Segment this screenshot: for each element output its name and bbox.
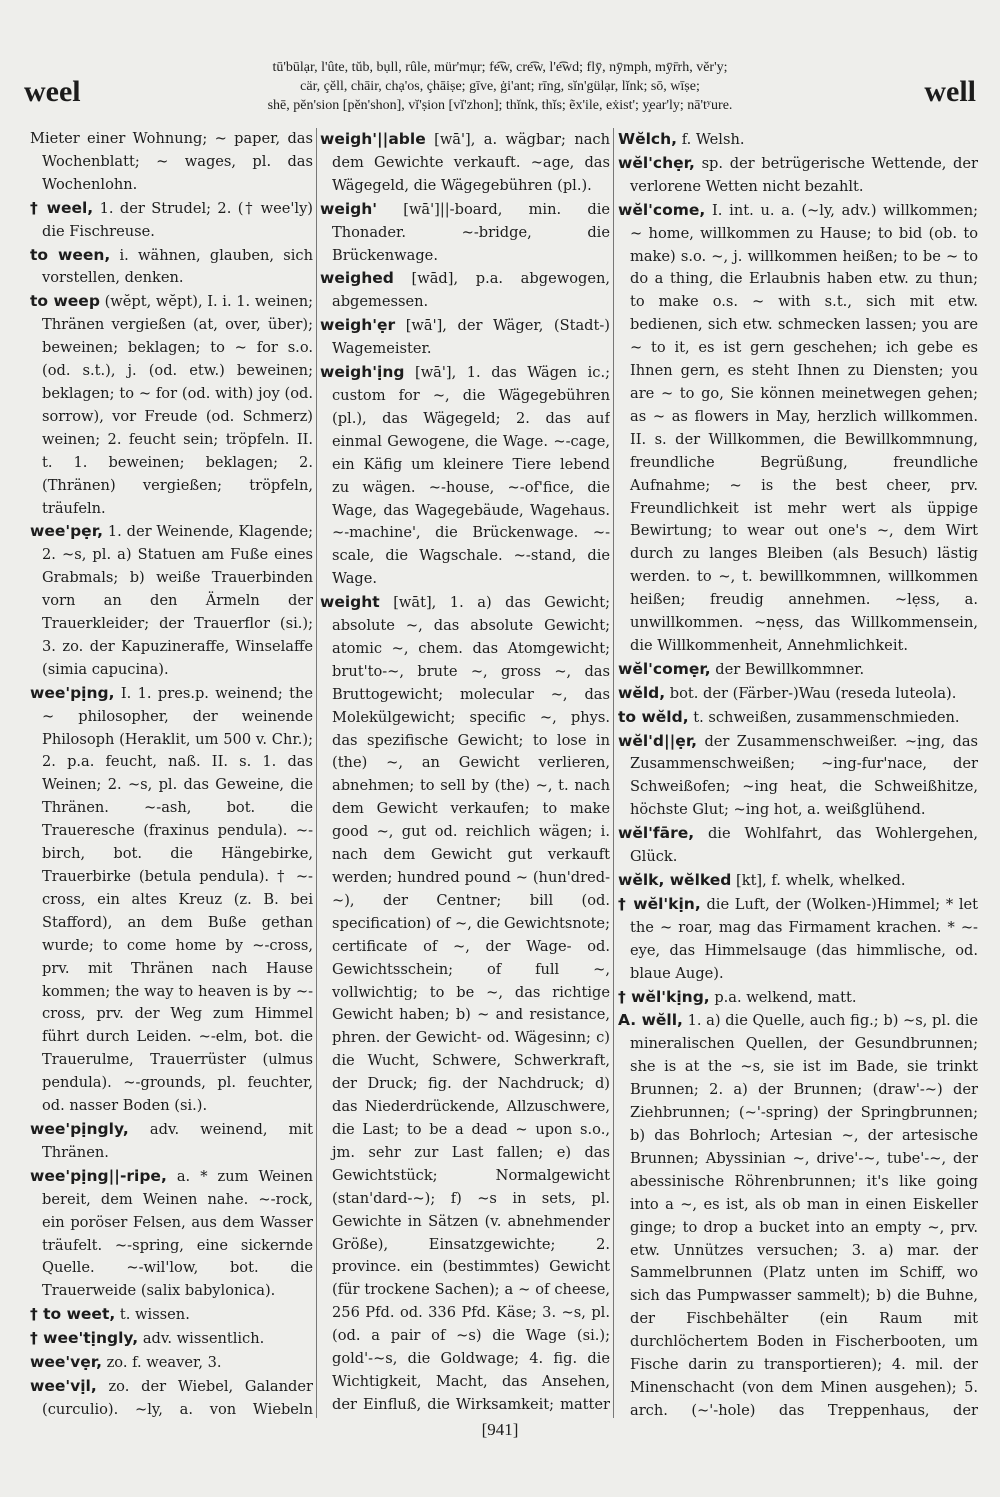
definition-text: I. int. u. a. (~ly, adv.) willkommen; ~ home, willkommen zu Hause; to bid (ob. to make) s.o. ~, j. willkommen heißen; to be ~ to do a thing, die Erlaubnis haben etw. zu thun; to make o.s. ~ with s.t., sich mit etw. bedienen, sich etw. schmecken lassen; you are ~ to it, es ist gern geschehen; ich gebe es Ihnen gern, es steht Ihnen zu Diensten; you are ~ to go, Sie können meinetwegen gehen; as ~ as flowers in May, herzlich willkommen. II. s. der Willkommen, die Bewillkommnung, freundliche Begrüßung, freundliche Aufnahme; ~ is the best cheer, prv. Freundlichkeit ist mehr wert als üppige Bewirtung; to wear out one's ~, dem Wirt durch zu langes Bleiben (als Besuch) lästig werden. to ~, t. bewillkommnen, willkommen heißen; freudig annehmen. ~lẹss, a. unwillkommen. ~nẹss, das Willkommensein, die Willkommenheit, Annehmlichkeit. bbox=[630, 201, 978, 654]
page-number: [941] bbox=[481, 1420, 519, 1439]
headword: wee'pịngly, bbox=[30, 1119, 129, 1138]
dictionary-entry bbox=[30, 1165, 313, 1303]
dictionary-entry bbox=[618, 822, 978, 869]
definition-text: adv. weinend, mit Thränen. bbox=[42, 1120, 313, 1161]
headword: † wĕl'kịn, bbox=[618, 894, 701, 913]
definition-text: adv. wissentlich. bbox=[142, 1330, 265, 1348]
headword: wĕl'd||ẹr, bbox=[618, 731, 698, 750]
definition-text: der Zusammenschweißer. ~ịng, das Zusammenschweißen; ~ing-fur'nace, der Schweißofen; ~ing heat, die Schweißhitze, höchste Glut; ~ing hot, a. weißglühend. bbox=[630, 732, 978, 819]
headword: wĕl'come, bbox=[618, 200, 706, 219]
definition-text: 1. der Weinende, Klagende; 2. ~s, pl. a) Statuen am Fuße eines Grabmals; b) weiße Trauerbinden vorn an den Ärmeln der Trauerkleider; der Trauerflor (si.); 3. zo. der Kapuzineraffe, Winselaffe (simia capucina). bbox=[42, 523, 313, 678]
headword: wĕl'fāre, bbox=[618, 824, 695, 843]
headword: weighed bbox=[320, 269, 394, 288]
definition-text: 1. a) die Quelle, auch fig.; b) ~s, pl. die mineralischen Quellen, der Gesundbrunnen; she is at the ~s, sie ist im Bade, sie trinkt Brunnen; 2. a) der Brunnen; (draw'-~) der Ziehbrunnen; (~'-spring) der Springbrunnen; b) das Bohrloch; Artesian ~, der artesische Brunnen; Abyssinian ~, drive'-~, tube'-~, der abessinische Röhrenbrunnen; it's like going into a ~, es ist, als ob man in einen Eiskeller ginge; to drop a bucket into an empty ~, prv. etw. Unnützes versuchen; 3. a) mar. der Sammelbrunnen (Platz unten im Schiff, wo sich das Pumpwasser sammelt); b) die Buhne, der Fischbehälter (ein Raum mit durchlöchertem Boden in Fischerbooten, um Fische darin zu transportieren); 4. mil. der Minenschacht (von dem Minen ausgehen); 5. arch. (~'-hole) das Treppenhaus, der bbox=[630, 1012, 978, 1419]
dictionary-entry bbox=[30, 1327, 313, 1351]
dictionary-entry bbox=[30, 1303, 313, 1327]
dictionary-entry bbox=[30, 197, 313, 244]
definition-text: [wāt], 1. a) das Gewicht; absolute ~, das absolute Gewicht; atomic ~, chem. das Atomgewicht; brut'to-~, brute ~, gross ~, das Bruttogewicht; molecular ~, das Molekülgewicht; specific ~, phys. das spezifische Gewicht; to lose in (the) ~, an Gewicht verlieren, abnehmen; to sell by (the) ~, t. nach dem Gewicht verkaufen; to make good ~, gut od. reichlich wägen; i. nach dem Gewicht gut verkauft werden; hundred pound ~ (hun'dred-~), der Centner; bill (od. specification) of ~, die Gewichtsnote; certificate of ~, der Wage- od. Gewichtsschein; of full ~, vollwichtig; to be ~, das richtige Gewicht haben; b) ~ and resistance, phren. der Gewicht- od. Wägesinn; c) die Wucht, Schwere, Schwerkraft, der Druck; fig. der Nachdruck; d) das Niederdrückende, Allzuschwere, die Last; to be a dead ~ upon s.o., jm. sehr zur Last fallen; e) das Gewichtstück; Normalgewicht (stan'dard-~); f) ~s in sets, pl. Gewichte in Sätzen (v. abnehmender Größe), Einsatzgewichte; 2. province. ein (bestimmtes) Gewicht (für trockene Sachen); a ~ of cheese, 256 Pfd. od. 336 Pfd. Käse; 3. ~s, pl. (od. a pair of ~s) die Wage (si.); gold'-~s, die Goldwage; 4. fig. die Wichtigkeit, Macht, das Ansehen, der Einfluß, die Wirksamkeit; matter bbox=[332, 594, 610, 1413]
definition-text: a. * zum Weinen bereit, dem Weinen nahe. ~-rock, ein poröser Felsen, aus dem Wasser träufelt. ~-spring, eine sickernde Quelle. ~-wil'low, bot. die Trauerweide (salix babylonica). bbox=[42, 1167, 313, 1300]
guide-word-right: well bbox=[924, 75, 976, 108]
definition-text: die Luft, der (Wolken-)Himmel; * let the ~ roar, mag das Firmament krachen. * ~-eye, das Himmelsauge (das himmlische, od. blaue Auge). bbox=[630, 895, 978, 982]
dictionary-entry bbox=[30, 1118, 313, 1165]
definition-text: die Wohlfahrt, das Wohlergehen, Glück. bbox=[630, 825, 978, 866]
headword: Wĕlch, bbox=[618, 130, 678, 148]
definition-text: t. wissen. bbox=[119, 1306, 190, 1324]
definition-text: I. 1. pres.p. weinend; the ~ philosopher, der weinende Philosoph (Heraklit, um 500 v. Chr.); 2. p.a. feucht, naß. II. s. 1. das Weinen; 2. ~s, pl. das Geweine, die Thränen. ~-ash, bot. die Traueresche (fraxinus pendula). ~-birch, bot. die Hängebirke, Trauerbirke (betula pendula). † ~-cross, ein altes Kreuz (z. B. bei Stafford), an dem Buße gethan wurde; to come home by ~-cross, prv. mit Thränen nach Hause kommen; the way to heaven is by ~-cross, prv. der Weg zum Himmel führt durch Leiden. ~-elm, bot. die Trauerulme, Trauerrüster (ulmus pendula). ~-grounds, pl. feuchter, od. nasser Boden (si.). bbox=[42, 684, 313, 1115]
definition-text: [wād], p.a. abgewogen, abgemessen. bbox=[332, 270, 610, 311]
definition-text: 1. der Strudel; 2. († wee'ly) die Fischreuse. bbox=[42, 199, 313, 240]
headword: † wee'tịngly, bbox=[30, 1329, 139, 1348]
headword: weigh' bbox=[320, 199, 378, 218]
dictionary-entry bbox=[30, 1375, 313, 1420]
definition-text: f. Welsh. bbox=[681, 131, 745, 148]
dictionary-entry bbox=[30, 244, 313, 291]
headword: wee'pịng||-ripe, bbox=[30, 1166, 167, 1185]
dictionary-entry bbox=[30, 1351, 313, 1375]
definition-text: t. schweißen, zusammenschmieden. bbox=[693, 708, 960, 726]
definition-text: [wā'], 1. das Wägen ic.; custom for ~, die Wägegebühren (pl.), das Wägegeld; 2. das auf einmal Gewogene, die Wage. ~-cage, ein Käfig um kleinere Tiere lebend zu wägen. ~-house, ~-of'fice, die Wage, das Wagegebäude, Wagehaus. ~-machine', die Brückenwage. ~-scale, die Wagschale. ~-stand, die Wage. bbox=[332, 364, 610, 588]
definition-text: (wĕpt, wĕpt), I. i. 1. weinen; Thränen vergießen (at, over, über); beweinen; beklagen; to ~ for s.o. (od. s.t.), j. (od. etw.) beweinen; beklagen; to ~ for (od. with) joy (od. sorrow), vor Freude (od. Schmerz) weinen; 2. feucht sein; tröpfeln. II. t. 1. beweinen; beklagen; 2. (Thränen) vergießen; tröpfeln, träufeln. bbox=[42, 293, 313, 517]
headword: weigh'ẹr bbox=[320, 316, 396, 335]
headword: wee'vịl, bbox=[30, 1376, 97, 1395]
dictionary-entry bbox=[320, 128, 610, 198]
definition-text: sp. der betrügerische Wettende, der verlorene Wetten nicht bezahlt. bbox=[630, 154, 978, 195]
definition-text: [wā'], der Wäger, (Stadt-) Wagemeister. bbox=[332, 317, 610, 358]
headword: † wĕl'kịng, bbox=[618, 987, 710, 1006]
definition-text: i. wähnen, glauben, sich vorstellen, denken. bbox=[42, 246, 313, 287]
guide-word-left: weel bbox=[24, 75, 81, 108]
definition-text: der Bewillkommner. bbox=[715, 660, 865, 678]
dictionary-entry bbox=[618, 682, 978, 706]
dictionary-entry bbox=[30, 128, 313, 197]
pronunciation-key bbox=[200, 58, 800, 115]
column-left bbox=[30, 128, 313, 1420]
definition-text: zo. der Wiebel, Galander (curculio). ~ly, a. von Wiebeln bbox=[42, 1377, 313, 1418]
column-right bbox=[618, 128, 978, 1420]
headword: wĕl'chẹr, bbox=[618, 153, 695, 172]
dictionary-entry bbox=[618, 1009, 978, 1420]
definition-text: zo. f. weaver, 3. bbox=[106, 1354, 222, 1372]
headword: wee'pẹr, bbox=[30, 522, 103, 541]
dictionary-entry bbox=[320, 198, 610, 268]
definition-text: bot. der (Färber-)Wau (reseda luteola). bbox=[669, 684, 957, 702]
headword: to ween, bbox=[30, 245, 111, 264]
dictionary-entry bbox=[320, 361, 610, 591]
headword: † weel, bbox=[30, 198, 94, 217]
dictionary-entry bbox=[30, 682, 313, 1118]
headword: weigh'ịng bbox=[320, 363, 405, 382]
headword: weigh'||able bbox=[320, 130, 426, 148]
column-divider bbox=[316, 128, 317, 1418]
headword: wee'pịng, bbox=[30, 683, 115, 702]
headword: A. wĕll, bbox=[618, 1011, 683, 1030]
dictionary-entry bbox=[618, 869, 978, 893]
dictionary-entry bbox=[30, 520, 313, 681]
headword: wee'vẹr, bbox=[30, 1353, 102, 1372]
definition-text: [kt], f. whelk, whelked. bbox=[736, 872, 906, 889]
headword: wĕld, bbox=[618, 683, 666, 702]
headword: to wĕld, bbox=[618, 707, 689, 726]
dictionary-entry bbox=[30, 290, 313, 520]
headword: wĕlk, wĕlked bbox=[618, 871, 732, 889]
dictionary-entry bbox=[618, 658, 978, 682]
dictionary-entry bbox=[618, 986, 978, 1010]
pronunciation-key-line: cär, çĕll, chāir, chạ'os, çhāiṣe; gīve, ġi'ant; rīng, sĭn'gülạr, lĭnk; sō, wīṣe; bbox=[300, 79, 700, 94]
dictionary-entry bbox=[618, 893, 978, 986]
dictionary-entry bbox=[618, 152, 978, 199]
definition-text: [wā']||-board, min. die Thonader. ~-bridge, die Brückenwage. bbox=[332, 200, 610, 264]
definition-text: Mieter einer Wohnung; ~ paper, das Wochenblatt; ~ wages, pl. das Wochenlohn. bbox=[30, 130, 313, 193]
dictionary-entry bbox=[618, 199, 978, 658]
column-divider bbox=[613, 128, 614, 1418]
headword: wĕl'comẹr, bbox=[618, 659, 711, 678]
dictionary-entry bbox=[320, 267, 610, 314]
column-middle bbox=[320, 128, 610, 1420]
dictionary-entry bbox=[618, 128, 978, 152]
headword: weight bbox=[320, 593, 380, 612]
pronunciation-key-line: shē, pĕn'sion [pĕn'shon], vĭ'ṣion [vĭ'zhon]; thĭnk, thĭs; ẽx'ile, eẋist'; y̧ear'ly; nā'tʸure. bbox=[267, 98, 733, 113]
pronunciation-key-line: tū'būlạr, l'ûte, tŭb, bụll, rûle, mür'mụr; fe͡w, cre͡w, l'e͡wd; flȳ, nȳmph, mȳr̄rh, vĕr'y; bbox=[272, 60, 728, 75]
definition-text: [wā'], a. wägbar; nach dem Gewichte verkauft. ~age, das Wägegeld, die Wägegebühren (pl.). bbox=[332, 131, 610, 194]
headword: † to weet, bbox=[30, 1305, 116, 1324]
dictionary-entry bbox=[320, 314, 610, 361]
dictionary-entry bbox=[320, 591, 610, 1420]
dictionary-entry bbox=[618, 706, 978, 730]
headword: to weep bbox=[30, 292, 100, 311]
dictionary-entry bbox=[618, 730, 978, 823]
definition-text: p.a. welkend, matt. bbox=[714, 988, 857, 1006]
